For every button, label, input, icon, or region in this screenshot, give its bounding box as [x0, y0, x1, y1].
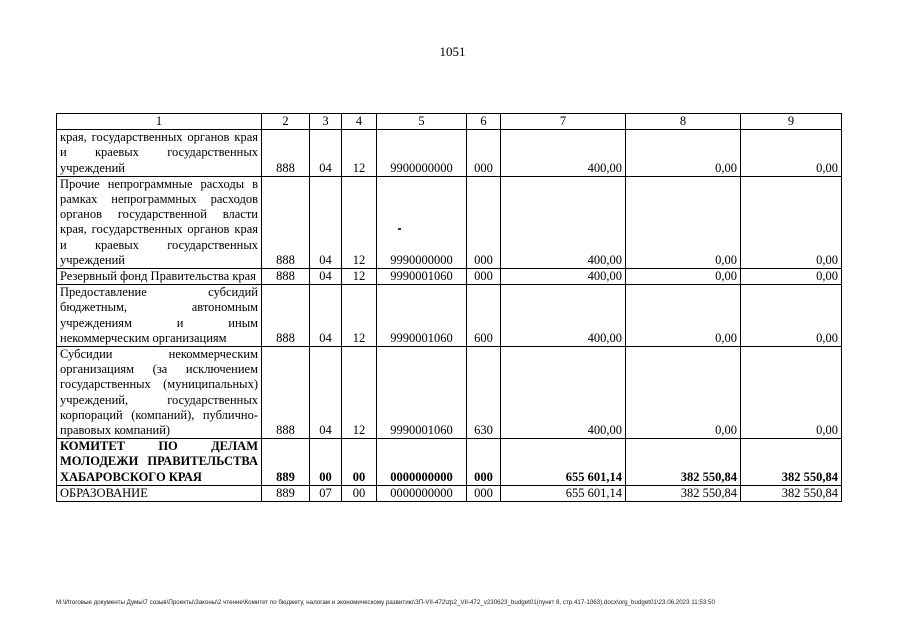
cell-name: ОБРАЗОВАНИЕ — [57, 485, 262, 501]
cell-amount-8: 382 550,84 — [626, 439, 741, 486]
header-col-6: 6 — [467, 114, 501, 130]
cell-amount-8: 0,00 — [626, 285, 741, 347]
cell-subsection: 12 — [342, 347, 377, 439]
header-col-7: 7 — [501, 114, 626, 130]
cell-target-article: 0000000000 — [377, 439, 467, 486]
table-row — [57, 176, 842, 268]
cell-name: КОМИТЕТ ПО ДЕЛАМ МОЛОДЕЖИ ПРАВИТЕЛЬСТВА ХАБАРОВСКОГО КРАЯ — [57, 439, 262, 486]
header-row — [57, 114, 842, 130]
cell-ministry-code: 888 — [262, 176, 310, 268]
cell-expense-type: 630 — [467, 347, 501, 439]
table-row — [57, 439, 842, 486]
cell-amount-7: 400,00 — [501, 176, 626, 268]
cell-section: 07 — [310, 485, 342, 501]
cell-name: Прочие непрограммные расходы в рамках непрограммных расходов органов государственной власти края, государственных органов края и краевых государственных учреждений — [57, 176, 262, 268]
cell-amount-9: 0,00 — [741, 130, 842, 177]
cell-subsection: 00 — [342, 485, 377, 501]
table-row — [57, 485, 842, 501]
cell-amount-7: 655 601,14 — [501, 439, 626, 486]
cell-target-article: 9990001060 — [377, 269, 467, 285]
cell-expense-type: 000 — [467, 130, 501, 177]
cell-section: 04 — [310, 285, 342, 347]
cell-amount-8: 0,00 — [626, 176, 741, 268]
cell-subsection: 12 — [342, 176, 377, 268]
cell-target-article: 9990001060 — [377, 347, 467, 439]
cell-expense-type: 600 — [467, 285, 501, 347]
cell-subsection: 12 — [342, 285, 377, 347]
header-col-3: 3 — [310, 114, 342, 130]
cell-name: Предоставление субсидий бюджетным, автономным учреждениям и иным некоммерческим организациям — [57, 285, 262, 347]
budget-table — [56, 113, 842, 502]
cell-amount-8: 382 550,84 — [626, 485, 741, 501]
cell-section: 00 — [310, 439, 342, 486]
cell-amount-9: 0,00 — [741, 347, 842, 439]
table-row — [57, 130, 842, 177]
cell-expense-type: 000 — [467, 269, 501, 285]
cell-amount-8: 0,00 — [626, 347, 741, 439]
cell-section: 04 — [310, 347, 342, 439]
cell-ministry-code: 889 — [262, 485, 310, 501]
cell-expense-type: 000 — [467, 176, 501, 268]
header-col-1: 1 — [57, 114, 262, 130]
header-col-5: 5 — [377, 114, 467, 130]
cell-name: Резервный фонд Правительства края — [57, 269, 262, 285]
cell-section: 04 — [310, 130, 342, 177]
cell-ministry-code: 888 — [262, 269, 310, 285]
cell-section: 04 — [310, 176, 342, 268]
header-col-9: 9 — [741, 114, 842, 130]
cell-section: 04 — [310, 269, 342, 285]
cell-amount-9: 382 550,84 — [741, 439, 842, 486]
scan-speck — [398, 228, 401, 230]
table-row — [57, 269, 842, 285]
cell-ministry-code: 888 — [262, 347, 310, 439]
header-col-2: 2 — [262, 114, 310, 130]
cell-subsection: 12 — [342, 269, 377, 285]
cell-target-article: 9900000000 — [377, 130, 467, 177]
cell-amount-7: 400,00 — [501, 130, 626, 177]
cell-amount-9: 382 550,84 — [741, 485, 842, 501]
cell-amount-7: 655 601,14 — [501, 485, 626, 501]
cell-target-article: 0000000000 — [377, 485, 467, 501]
cell-amount-7: 400,00 — [501, 285, 626, 347]
cell-target-article: 9990000000 — [377, 176, 467, 268]
table-row — [57, 347, 842, 439]
cell-subsection: 12 — [342, 130, 377, 177]
footer-file-path: M:\Итоговые документы Думы\7 созыв\Проекты\Законы\2 чтение\Комитет по бюджету, налогам и экономическому развитию\ЗП-VII-472\zp2_VII-472_v230623_budget01(пункт 8, стр.417-1063).docx\org_budget01\23.06.2023 11:53:50 — [56, 599, 715, 606]
cell-amount-7: 400,00 — [501, 347, 626, 439]
cell-target-article: 9990001060 — [377, 285, 467, 347]
cell-amount-9: 0,00 — [741, 176, 842, 268]
cell-ministry-code: 888 — [262, 130, 310, 177]
cell-amount-8: 0,00 — [626, 130, 741, 177]
cell-amount-9: 0,00 — [741, 285, 842, 347]
cell-expense-type: 000 — [467, 485, 501, 501]
cell-name: Субсидии некоммерческим организациям (за исключением государственных (муниципальных) учреждений, государственных корпораций (компаний), публично-правовых компаний) — [57, 347, 262, 439]
header-col-4: 4 — [342, 114, 377, 130]
cell-amount-8: 0,00 — [626, 269, 741, 285]
cell-ministry-code: 888 — [262, 285, 310, 347]
cell-amount-7: 400,00 — [501, 269, 626, 285]
cell-amount-9: 0,00 — [741, 269, 842, 285]
cell-ministry-code: 889 — [262, 439, 310, 486]
cell-name: края, государственных органов края и краевых государственных учреждений — [57, 130, 262, 177]
cell-expense-type: 000 — [467, 439, 501, 486]
cell-subsection: 00 — [342, 439, 377, 486]
header-col-8: 8 — [626, 114, 741, 130]
table-row — [57, 285, 842, 347]
page-number: 1051 — [439, 44, 466, 59]
